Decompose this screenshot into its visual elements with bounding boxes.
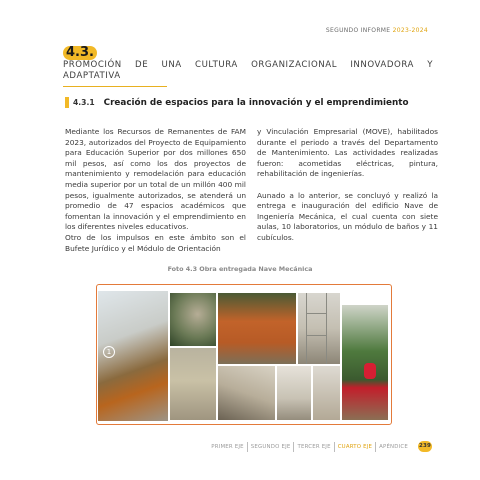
body-paragraph: Aunado a lo anterior, se concluyó y realizó la entrega e inauguración del edificio Nave de Ingeniería Mecánica, el cual cuenta con siete aulas, 10 laboratorios, un módulo de baños y 11 cubículos. [257, 190, 438, 242]
body-paragraph: y Vinculación Empresarial (MOVE), habilitados durante el periodo a través del Departamento de Mantenimiento. Las actividades realizadas fueron: acometidas eléctricas, pintura, rehabilitación de ingenierías. [257, 127, 438, 179]
subsection-marker [65, 97, 69, 108]
photo-scaffolding [298, 293, 340, 364]
page-number: 239 [418, 441, 432, 452]
footer-link-eje4[interactable]: CUARTO EJE [337, 443, 373, 450]
footer-link-eje1[interactable]: PRIMER EJE [211, 443, 244, 450]
report-period: 2023-2024 [392, 27, 428, 34]
photo-number-badge: 1 [103, 346, 115, 358]
footer-link-apendice[interactable]: APÉNDICE [379, 443, 408, 450]
photo-interior-construction [170, 348, 216, 420]
section-title-line2: ADAPTATIVA [63, 71, 121, 81]
body-paragraph: Otro de los impulsos en este ámbito son el Bufete Jurídico y el Módulo de Orientación [65, 232, 246, 253]
report-label: SEGUNDO INFORME [325, 27, 391, 34]
subsection-heading [65, 97, 409, 108]
body-paragraph: Mediante los Recursos de Remanentes de FAM 2023, autorizados del Proyecto de Equipamiento para Educación Superior por dos millones 650 mil pesos, así como los dos proyectos de mantenimiento y remodelación para educación media superior por un total de un millón 400 mil pesos, igualmente autorizados, se atenderá un promedio de 47 espacios académicos que fomentan la innovación y el emprendimiento en los diferentes niveles educativos. [65, 127, 246, 232]
body-column-left [65, 127, 246, 254]
section-title [63, 60, 433, 82]
section-number: 4.3. [63, 46, 97, 60]
photo-trees [170, 293, 216, 346]
footer-link-eje2[interactable]: SEGUNDO EJE [250, 443, 291, 450]
subsection-number: 4.3.1 [73, 98, 95, 107]
section-divider [63, 86, 167, 87]
photo-classroom [277, 366, 311, 420]
photo-worker-painting [342, 305, 388, 420]
photo-collage [96, 284, 392, 425]
report-header [326, 27, 428, 34]
photo-corridor [313, 366, 340, 420]
body-column-right [257, 127, 438, 244]
photo-hallway [218, 366, 275, 420]
worker-figure [364, 363, 376, 379]
subsection-title: Creación de espacios para la innovación y el emprendimiento [103, 97, 409, 108]
photo-building-exterior [98, 291, 168, 421]
photo-building-facade [218, 293, 296, 364]
footer-link-eje3[interactable]: TERCER EJE [297, 443, 331, 450]
section-title-line1: PROMOCIÓN DE UNA CULTURA ORGANIZACIONAL INNOVADORA Y [63, 60, 433, 70]
footer-navigation [211, 441, 432, 452]
figure-caption: Foto 4.3 Obra entregada Nave Mecánica [167, 265, 313, 273]
